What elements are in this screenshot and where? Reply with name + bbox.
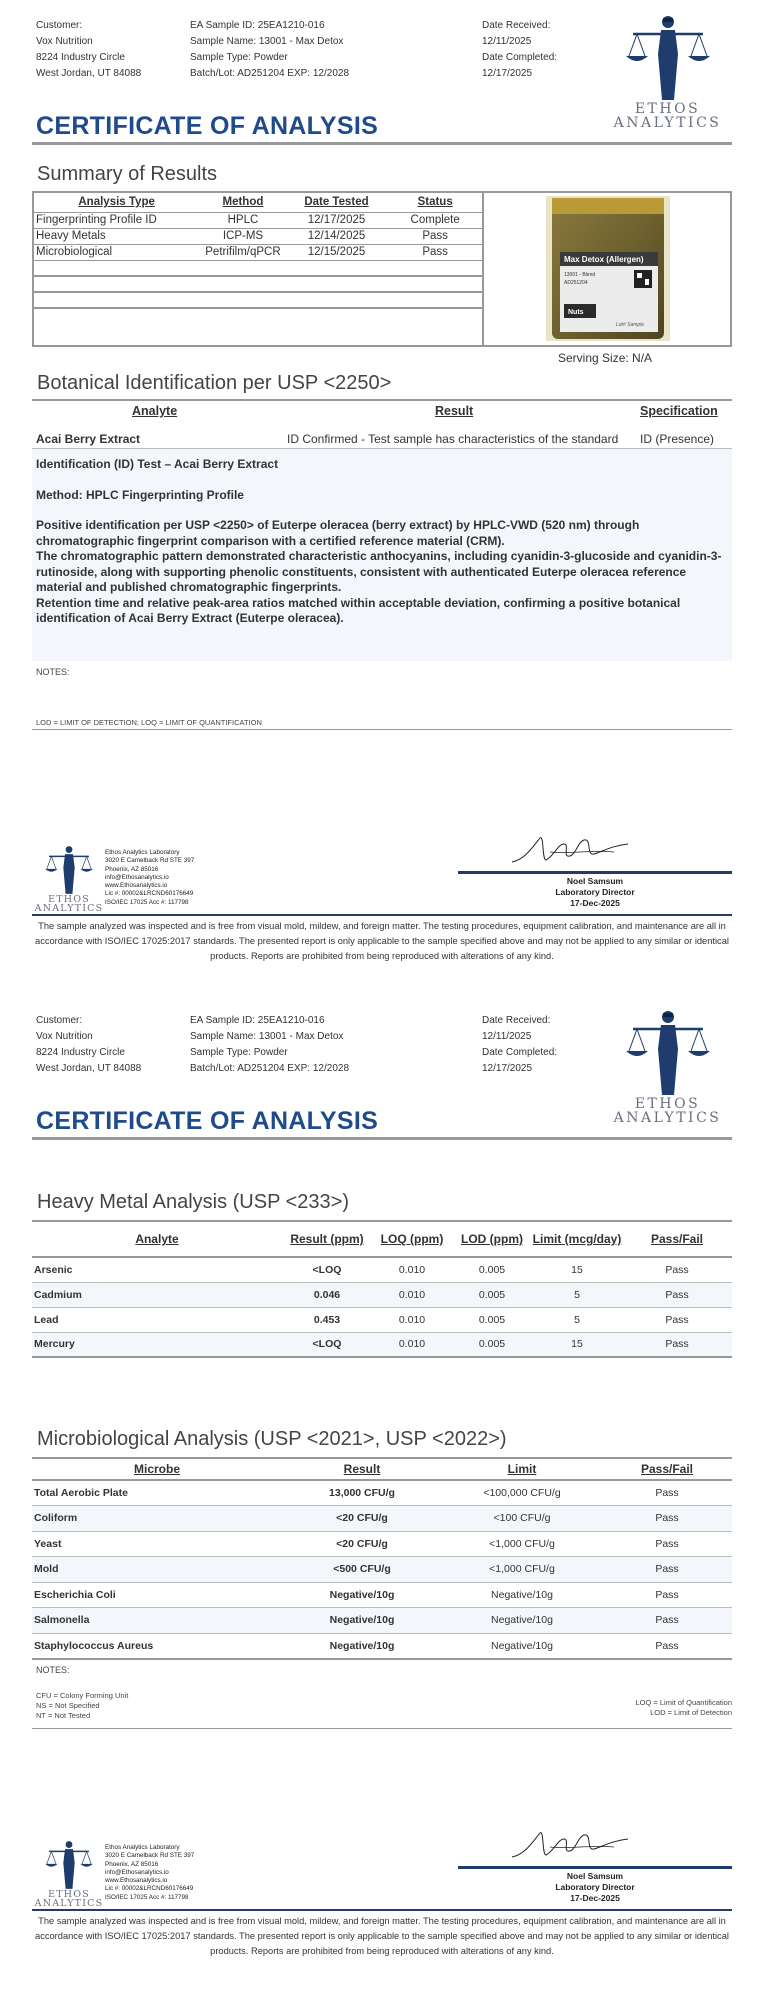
signer-block: [458, 876, 732, 909]
microbe: Yeast: [32, 1531, 282, 1557]
title-rule: [32, 142, 732, 145]
logo-wordmark-1: ETHOS: [634, 101, 701, 117]
id-paragraph-3: Retention time and relative peak-area ratios matched within acceptable deviation, confirming a positive botanical identification of Acai Berry Extract (Euterpe oleracea).: [36, 595, 681, 625]
customer-label: Customer:: [36, 1015, 83, 1026]
serving-size: Serving Size: N/A: [558, 351, 653, 365]
lab-name: Ethos Analytics Laboratory: [105, 849, 180, 856]
botanical-spec: ID (Presence): [640, 432, 715, 446]
empty-row: [32, 308, 482, 324]
date-tested: 12/15/2025: [285, 244, 389, 260]
sample-type: Sample Type: Powder: [190, 1047, 288, 1058]
status: Pass: [388, 228, 482, 244]
botanical-header-row: [32, 399, 732, 421]
signer-name: Noel Samsum: [566, 876, 624, 886]
disclaimer: The sample analyzed was inspected and is free from visual mold, mildew, and foreign matter. The testing procedures, equipment calibration, and maintenance are all in accordance with ISO/IEC 17025:2017 standards. The presented report is only applicable to the sample specified above and may not be applied to any similar or identical products. Reports are prohibited from being reproduced with alterations of any kind.: [35, 921, 729, 961]
result: 0.046: [282, 1282, 372, 1307]
lab-address-1: 3020 E Camelback Rd STE 397: [105, 1852, 195, 1860]
table-row: [32, 1506, 732, 1532]
batch-lot: Batch/Lot: AD251204 EXP: 12/2028: [190, 68, 350, 79]
certificate-title: CERTIFICATE OF ANALYSIS: [36, 112, 379, 140]
botanical-result: ID Confirmed - Test sample has characteristics of the standard: [287, 432, 619, 446]
limit: Negative/10g: [442, 1582, 602, 1608]
sample-id: EA Sample ID: 25EA1210-016: [190, 20, 325, 31]
date-received-label: Date Received:: [482, 20, 551, 31]
microbe: Total Aerobic Plate: [32, 1480, 282, 1506]
pass-fail: Pass: [622, 1257, 732, 1282]
lab-address-2: Phoenix, AZ 85016: [105, 865, 159, 873]
photo-line-1: 13001 - Blend: [564, 272, 596, 278]
customer-address-1: 8224 Industry Circle: [36, 52, 125, 63]
sample-id: EA Sample ID: 25EA1210-016: [190, 1015, 325, 1026]
table-row: [32, 1582, 732, 1608]
sample-type: Sample Type: Powder: [190, 52, 288, 63]
legend-nt: NT = Not Tested: [36, 1711, 91, 1720]
micro-table: [32, 1457, 732, 1660]
col-result-ppm: Result (ppm): [282, 1221, 372, 1257]
footer-rule: [32, 914, 732, 916]
col-date-tested: Date Tested: [285, 193, 389, 212]
loq: 0.010: [372, 1282, 452, 1307]
date-received: 12/11/2025: [482, 1031, 532, 1042]
pass-fail: Pass: [602, 1506, 732, 1532]
lab-address-block: [105, 849, 194, 907]
lab-license: Lic #: 00002&LRCND60176649: [105, 1885, 194, 1893]
result: <LOQ: [282, 1257, 372, 1282]
pass-fail: Pass: [622, 1282, 732, 1307]
table-row: [32, 228, 482, 244]
result: <LOQ: [282, 1332, 372, 1357]
analysis-type: Heavy Metals: [32, 228, 201, 244]
lab-address-block: [105, 1844, 194, 1902]
col-microbe: Microbe: [32, 1458, 282, 1480]
lab-iso: ISO/IEC 17025 Acc #: 117798: [105, 1893, 189, 1901]
footer-logo: [33, 845, 105, 915]
summary-table: [32, 193, 482, 324]
scales-of-justice-icon: [623, 14, 713, 102]
customer-block: [36, 18, 141, 82]
summary-header-row: [32, 193, 482, 212]
lab-email: info@Ethosanalytics.io: [105, 1868, 169, 1876]
customer-name: Vox Nutrition: [36, 1031, 93, 1042]
lod: 0.005: [452, 1257, 532, 1282]
date-tested: 12/14/2025: [285, 228, 389, 244]
analysis-type: Microbiological: [32, 244, 201, 260]
microbe: Coliform: [32, 1506, 282, 1532]
footer-logo: [33, 1840, 105, 1910]
sample-name: Sample Name: 13001 - Max Detox: [190, 36, 344, 47]
batch-lot: Batch/Lot: AD251204 EXP: 12/2028: [190, 1063, 350, 1074]
limit: 5: [532, 1307, 622, 1332]
sample-block: [190, 1013, 349, 1077]
legend-right: [635, 1698, 732, 1718]
method: ICP-MS: [201, 228, 284, 244]
loq: 0.010: [372, 1257, 452, 1282]
empty-row: [32, 260, 482, 276]
result: Negative/10g: [282, 1582, 442, 1608]
notes-rule: [32, 729, 732, 730]
method: HPLC: [201, 212, 284, 228]
signature-bar: [458, 1866, 732, 1869]
lod: 0.005: [452, 1332, 532, 1357]
analyte: Arsenic: [32, 1257, 282, 1282]
signature-image: [510, 830, 630, 870]
lab-address-2: Phoenix, AZ 85016: [105, 1860, 159, 1868]
footer-wordmark-1: ETHOS: [48, 894, 90, 905]
analysis-type: Fingerprinting Profile ID: [32, 212, 201, 228]
limit: <1,000 CFU/g: [442, 1531, 602, 1557]
empty-row: [32, 276, 482, 292]
signature-image: [510, 1825, 630, 1865]
table-row: [32, 1480, 732, 1506]
col-analyte: Analyte: [132, 404, 178, 418]
limit: Negative/10g: [442, 1633, 602, 1659]
pass-fail: Pass: [602, 1582, 732, 1608]
signer-title: Laboratory Director: [555, 1882, 635, 1892]
lab-license: Lic #: 00002&LRCND60176649: [105, 890, 194, 898]
date-completed-label: Date Completed:: [482, 52, 558, 63]
sample-package-photo: [546, 196, 670, 341]
micro-header-row: [32, 1458, 732, 1480]
footer-wordmark-1: ETHOS: [48, 1889, 90, 1900]
signature-bar: [458, 871, 732, 874]
photo-line-2: AD251204: [564, 280, 588, 286]
microbe: Escherichia Coli: [32, 1582, 282, 1608]
photo-line-3: Nuts: [568, 309, 584, 316]
col-status: Status: [388, 193, 482, 212]
lod-loq-note: LOD = LIMIT OF DETECTION; LOQ = LIMIT OF QUANTIFICATION: [36, 718, 262, 727]
loq: 0.010: [372, 1307, 452, 1332]
pass-fail: Pass: [622, 1332, 732, 1357]
legend-left: [36, 1691, 128, 1721]
notes-label: NOTES:: [36, 1665, 70, 1675]
pass-fail: Pass: [602, 1480, 732, 1506]
notes-rule: [32, 1728, 732, 1729]
customer-block: [36, 1013, 141, 1077]
customer-label: Customer:: [36, 20, 83, 31]
scales-of-justice-icon: [33, 845, 105, 895]
pass-fail: Pass: [602, 1608, 732, 1634]
table-row: [32, 1307, 732, 1332]
legend-cfu: CFU = Colony Forming Unit: [36, 1691, 129, 1700]
lab-email: info@Ethosanalytics.io: [105, 873, 169, 881]
result: Negative/10g: [282, 1633, 442, 1659]
col-analyte: Analyte: [32, 1221, 282, 1257]
sample-photo-box: [482, 193, 732, 347]
footer-rule: [32, 1909, 732, 1911]
botanical-result-row: [32, 431, 732, 449]
photo-label: Max Detox (Allergen): [564, 255, 644, 264]
botanical-analyte: Acai Berry Extract: [36, 432, 141, 446]
pass-fail: Pass: [622, 1307, 732, 1332]
analyte: Mercury: [32, 1332, 282, 1357]
legend-ns: NS = Not Specified: [36, 1701, 100, 1710]
scales-of-justice-icon: [33, 1840, 105, 1890]
legend-lod: LOD = Limit of Detection: [650, 1708, 732, 1717]
table-row: [32, 1633, 732, 1659]
col-limit: Limit (mcg/day): [532, 1221, 622, 1257]
signer-name: Noel Samsum: [566, 1871, 624, 1881]
col-lod-ppm: LOD (ppm): [452, 1221, 532, 1257]
date-received: 12/11/2025: [482, 36, 532, 47]
date-received-label: Date Received:: [482, 1015, 551, 1026]
summary-title: Summary of Results: [37, 163, 218, 185]
empty-row: [32, 292, 482, 308]
microbe: Salmonella: [32, 1608, 282, 1634]
limit: <100,000 CFU/g: [442, 1480, 602, 1506]
loq: 0.010: [372, 1332, 452, 1357]
method: Petrifilm/qPCR: [201, 244, 284, 260]
col-specification: Specification: [640, 404, 718, 418]
customer-address-2: West Jordan, UT 84088: [36, 1063, 142, 1074]
certificate-title: CERTIFICATE OF ANALYSIS: [36, 1107, 379, 1135]
date-completed: 12/17/2025: [482, 1063, 533, 1074]
table-row: [32, 1557, 732, 1583]
sample-name: Sample Name: 13001 - Max Detox: [190, 1031, 344, 1042]
table-row: [32, 1282, 732, 1307]
limit: 15: [532, 1257, 622, 1282]
pass-fail: Pass: [602, 1633, 732, 1659]
id-test-title: Identification (ID) Test – Acai Berry Extract: [36, 457, 279, 471]
col-loq-ppm: LOQ (ppm): [372, 1221, 452, 1257]
notes-label: NOTES:: [36, 667, 70, 677]
limit: <100 CFU/g: [442, 1506, 602, 1532]
result: <20 CFU/g: [282, 1506, 442, 1532]
col-method: Method: [201, 193, 284, 212]
legend-loq: LOQ = Limit of Quantification: [635, 1698, 732, 1707]
botanical-title: Botanical Identification per USP <2250>: [37, 372, 392, 394]
signer-title: Laboratory Director: [555, 887, 635, 897]
dates-block: [482, 1013, 557, 1077]
result: 0.453: [282, 1307, 372, 1332]
id-method: Method: HPLC Fingerprinting Profile: [36, 487, 244, 502]
limit: 5: [532, 1282, 622, 1307]
result: <20 CFU/g: [282, 1531, 442, 1557]
lab-website: www.Ethosanalytics.io: [105, 882, 168, 890]
logo-wordmark-1: ETHOS: [634, 1096, 701, 1112]
col-result: Result: [435, 404, 474, 418]
micro-title: Microbiological Analysis (USP <2021>, USP <2022>): [37, 1428, 507, 1450]
signer-date: 17-Dec-2025: [570, 898, 620, 908]
limit: 15: [532, 1332, 622, 1357]
limit: <1,000 CFU/g: [442, 1557, 602, 1583]
pass-fail: Pass: [602, 1531, 732, 1557]
signer-date: 17-Dec-2025: [570, 1893, 620, 1903]
photo-note: Lot# Sample: [616, 322, 645, 328]
date-completed: 12/17/2025: [482, 68, 533, 79]
pass-fail: Pass: [602, 1557, 732, 1583]
table-row: [32, 1257, 732, 1282]
signer-block: [458, 1871, 732, 1904]
lod: 0.005: [452, 1282, 532, 1307]
lab-name: Ethos Analytics Laboratory: [105, 1844, 180, 1851]
logo-wordmark-2: ANALYTICS: [613, 115, 722, 131]
result: <500 CFU/g: [282, 1557, 442, 1583]
table-row: [32, 212, 482, 228]
customer-address-2: West Jordan, UT 84088: [36, 68, 142, 79]
table-row: [32, 1608, 732, 1634]
lab-website: www.Ethosanalytics.io: [105, 1877, 168, 1885]
col-pass-fail: Pass/Fail: [602, 1458, 732, 1480]
title-rule: [32, 1137, 732, 1140]
scales-of-justice-icon: [623, 1009, 713, 1097]
date-completed-label: Date Completed:: [482, 1047, 558, 1058]
id-paragraph-2: The chromatographic pattern demonstrated characteristic anthocyanins, including cyanidin-3-glucoside and cyanidin-3-rutinoside, along with supporting phenolic constituents, consistent with authenticated Euterpe oleracea reference material and published chromatographic fingerprints.: [36, 549, 722, 594]
result: Negative/10g: [282, 1608, 442, 1634]
col-analysis-type: Analysis Type: [32, 193, 201, 212]
date-tested: 12/17/2025: [285, 212, 389, 228]
microbe: Staphylococcus Aureus: [32, 1633, 282, 1659]
status: Complete: [388, 212, 482, 228]
limit: Negative/10g: [442, 1608, 602, 1634]
analyte: Lead: [32, 1307, 282, 1332]
footer-wordmark-2: ANALYTICS: [34, 903, 104, 914]
sample-block: [190, 18, 349, 82]
col-pass-fail: Pass/Fail: [622, 1221, 732, 1257]
id-paragraph-1: Positive identification per USP <2250> of Euterpe oleracea (berry extract) by HPLC-VWD (520 nm) through chromatographic fingerprint comparison with a certified reference material (CRM).: [36, 518, 640, 548]
col-limit: Limit: [442, 1458, 602, 1480]
report-page-2: [0, 995, 762, 1989]
table-row: [32, 1531, 732, 1557]
lod: 0.005: [452, 1307, 532, 1332]
disclaimer: The sample analyzed was inspected and is free from visual mold, mildew, and foreign matter. The testing procedures, equipment calibration, and maintenance are all in accordance with ISO/IEC 17025:2017 standards. The presented report is only applicable to the sample specified above and may not be applied to any similar or identical products. Reports are prohibited from being reproduced with alterations of any kind.: [35, 1916, 729, 1956]
microbe: Mold: [32, 1557, 282, 1583]
ethos-logo: [600, 1009, 735, 1137]
heavy-metals-table: [32, 1220, 732, 1358]
col-result: Result: [282, 1458, 442, 1480]
table-row: [32, 244, 482, 260]
lab-address-1: 3020 E Camelback Rd STE 397: [105, 857, 195, 865]
heavy-metals-header-row: [32, 1221, 732, 1257]
ethos-logo: [600, 14, 735, 142]
footer-wordmark-2: ANALYTICS: [34, 1898, 104, 1909]
table-row: [32, 1332, 732, 1357]
result: 13,000 CFU/g: [282, 1480, 442, 1506]
customer-address-1: 8224 Industry Circle: [36, 1047, 125, 1058]
logo-wordmark-2: ANALYTICS: [613, 1110, 722, 1126]
dates-block: [482, 18, 557, 82]
analyte: Cadmium: [32, 1282, 282, 1307]
customer-name: Vox Nutrition: [36, 36, 93, 47]
botanical-description: [32, 449, 732, 661]
heavy-metals-title: Heavy Metal Analysis (USP <233>): [37, 1191, 350, 1213]
lab-iso: ISO/IEC 17025 Acc #: 117798: [105, 898, 189, 906]
status: Pass: [388, 244, 482, 260]
